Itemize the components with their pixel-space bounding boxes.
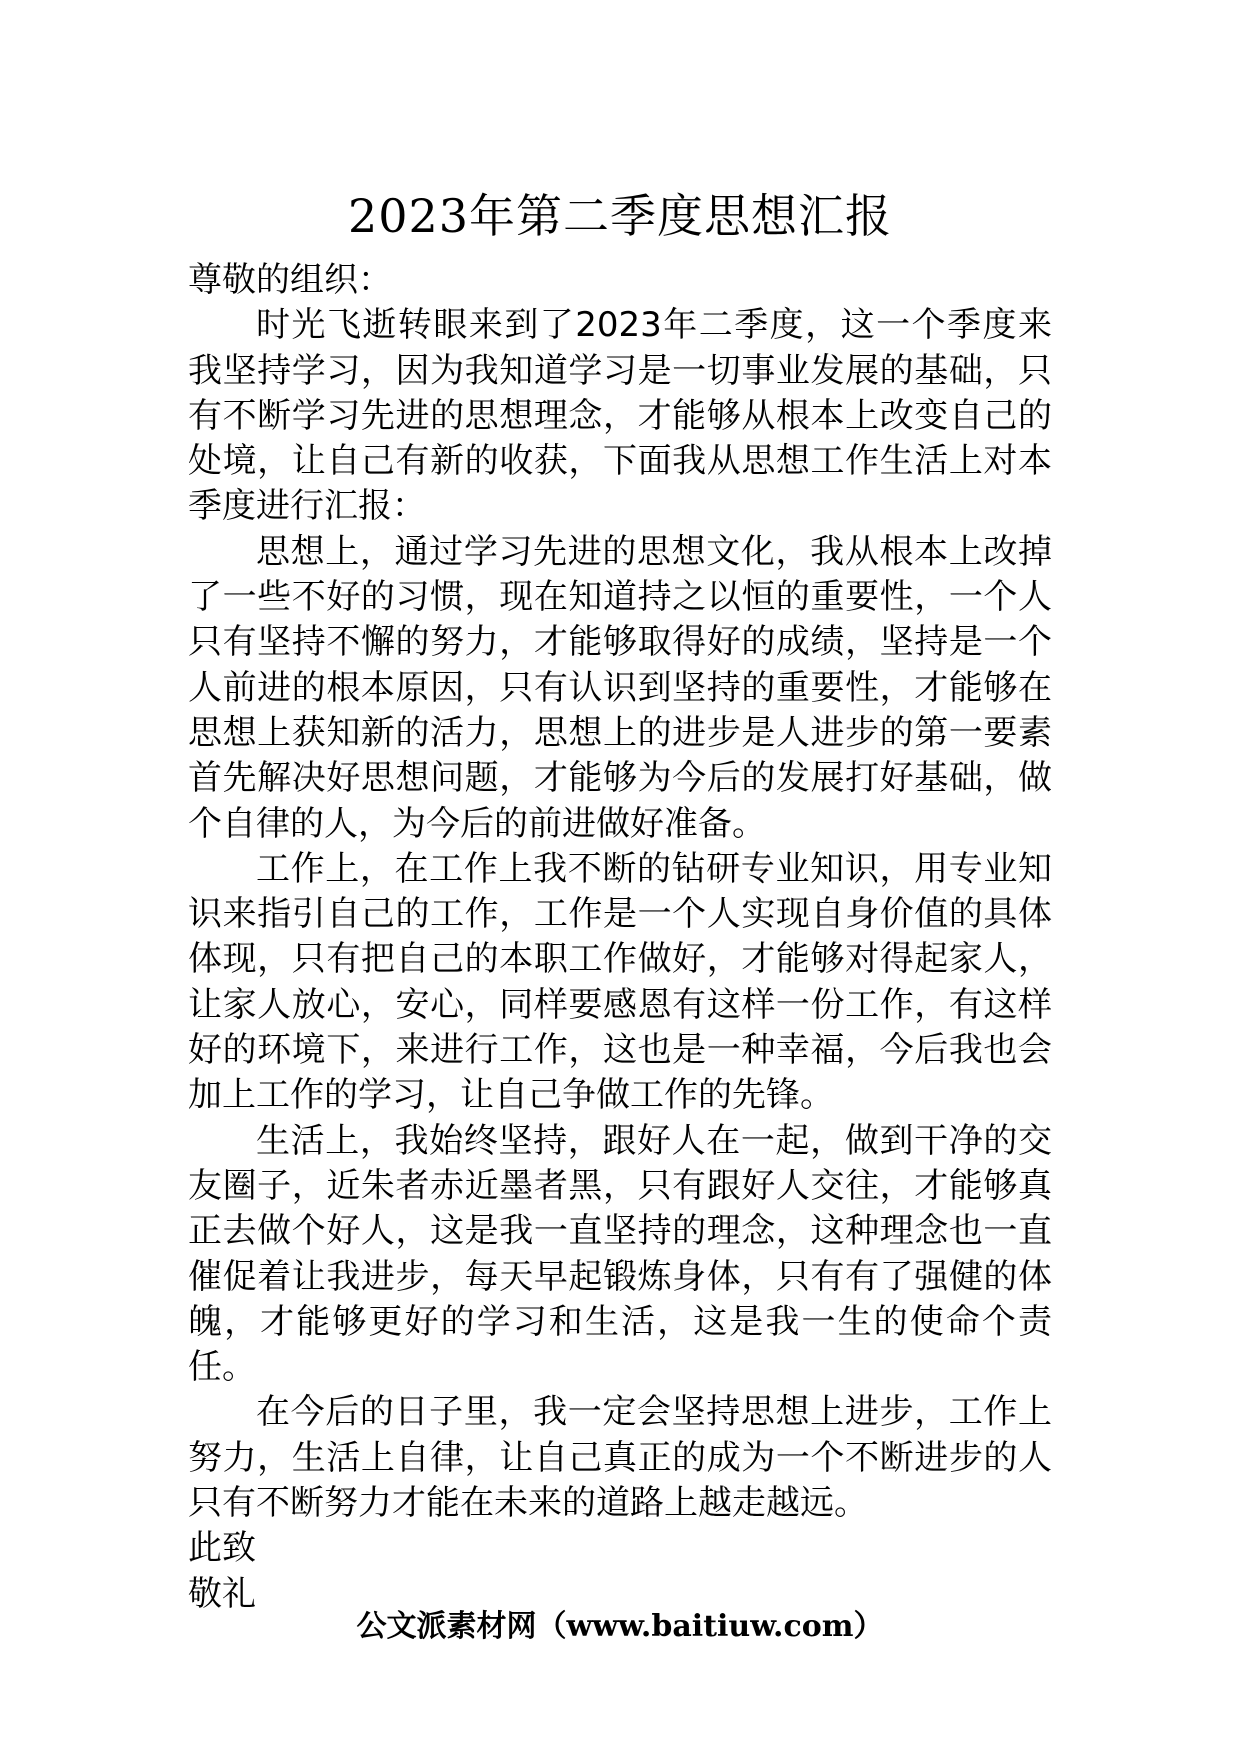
document-body [188, 258, 1052, 1617]
paragraph-life: 生活上，我始终坚持，跟好人在一起，做到干净的交友圈子，近朱者赤近墨者黑，只有跟好人交往，才能够真正去做个好人，这是我一直坚持的理念，这种理念也一直催促着让我进步，每天早起锻炼身体，只有有了强健的体魄，才能够更好的学习和生活，这是我一生的使命个责任。 [188, 1120, 1052, 1388]
document-title: 2023年第二季度思想汇报 [347, 189, 893, 243]
paragraph-work: 工作上，在工作上我不断的钻研专业知识，用专业知识来指引自己的工作，工作是一个人实现自身价值的具体体现，只有把自己的本职工作做好，才能够对得起家人，让家人放心，安心，同样要感恩有这样一份工作，有这样好的环境下，来进行工作，这也是一种幸福，今后我也会加上工作的学习，让自己争做工作的先锋。 [188, 848, 1052, 1116]
footer-source: 公文派素材网（www.baitiuw.com） [356, 1609, 884, 1644]
paragraph-conclusion: 在今后的日子里，我一定会坚持思想上进步，工作上努力，生活上自律，让自己真正的成为一个不断进步的人只有不断努力才能在未来的道路上越走越远。 [188, 1392, 1052, 1524]
closing-salute: 敬礼 [188, 1573, 256, 1614]
paragraph-intro: 时光飞逝转眼来到了2023年二季度，这一个季度来我坚持学习，因为我知道学习是一切事业发展的基础，只有不断学习先进的思想理念，才能够从根本上改变自己的处境，让自己有新的收获，下面我从思想工作生活上对本季度进行汇报： [188, 305, 1052, 527]
salutation: 尊敬的组织： [188, 260, 392, 300]
paragraph-thought: 思想上，通过学习先进的思想文化，我从根本上改掉了一些不好的习惯，现在知道持之以恒的重要性，一个人只有坚持不懈的努力，才能够取得好的成绩，坚持是一个人前进的根本原因，只有认识到坚持的重要性，才能够在思想上获知新的活力，思想上的进步是人进步的第一要素首先解决好思想问题，才能够为今后的发展打好基础，做个自律的人，为今后的前进做好准备。 [188, 531, 1052, 844]
closing-regards: 此致 [188, 1528, 256, 1569]
